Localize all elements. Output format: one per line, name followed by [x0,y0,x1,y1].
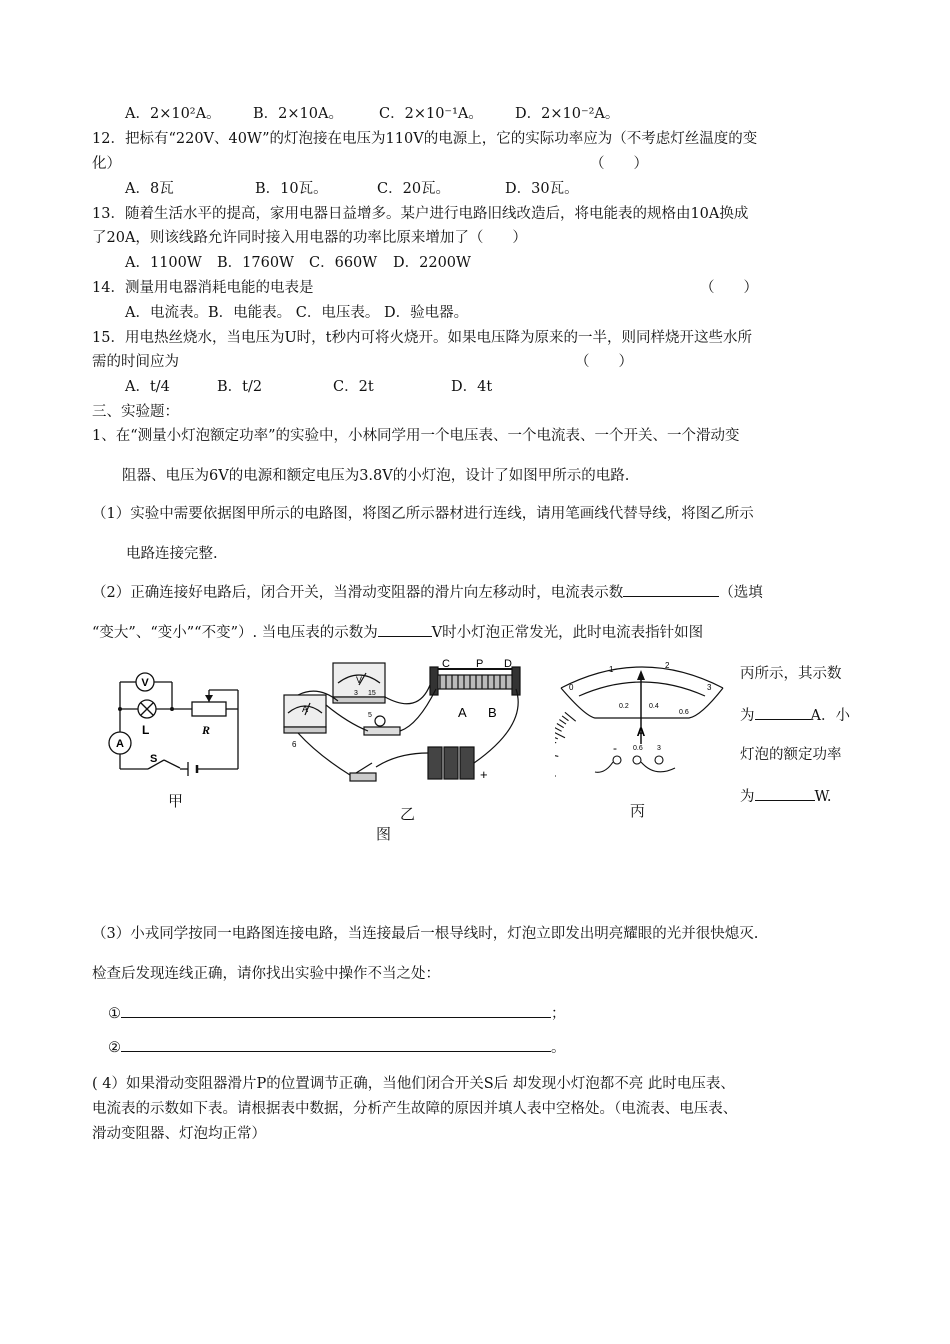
yi-label-5: 5 [368,712,372,719]
dial-tick [555,753,558,756]
figure-jia-caption: 甲 [168,792,184,810]
side-line2a: 为 [740,708,755,724]
side-line4a: 为 [740,789,755,805]
yi-label-plus: + [480,767,488,782]
q13-option-b: B．1760W [217,255,294,271]
q12-option-c: C．20瓦。 [377,181,451,197]
q13-option-d: D．2200W [393,255,471,271]
answer-1-suffix: ； [551,1006,566,1022]
answer-2-suffix: 。 [551,1040,566,1056]
side-line1: 丙所示，其示数 [740,666,842,682]
dial-tick [562,716,568,721]
q11-option-c: C．2×10⁻¹A。 [379,106,483,122]
q14-paren: （ ） [700,280,758,296]
yi-label-c: C [442,658,450,670]
yi-label-15: 15 [368,690,376,697]
dial-tick [559,720,566,725]
yi-label-ammeter: A [302,704,309,714]
exp1-p2-line2b: V时小灯泡正常发光，此时电流表指针如图 [431,625,704,641]
dial-label-2: 2 [665,661,670,670]
answer-1-prefix: ① [108,1006,121,1022]
exp1-p1-line1: （1）实验中需要依据图甲所示的电路图，将图乙所示器材进行连线，请用笔画线代替导线，将图乙所示 [92,506,754,522]
answer-2-prefix: ② [108,1040,121,1056]
voltage-blank[interactable] [378,622,432,637]
q12-options [125,179,579,199]
figure-bing-caption: 丙 [630,802,646,820]
q15-option-c: C．2t [333,379,374,395]
q12-line1: 12．把标有“220V、40W”的灯泡接在电压为110V的电源上，它的实际功率应为（不考虑灯丝温度的变 [92,131,758,147]
section3-heading: 三、实验题： [92,404,179,420]
q13-option-a: A．1100W [125,255,202,271]
terminal-06: 0.6 [633,745,643,752]
yi-label-3: 3 [354,690,358,697]
q15-option-d: D．4t [451,379,493,395]
q15-line2: 需的时间应为 [92,354,179,370]
side-line2b: A．小 [810,708,850,724]
current-change-blank[interactable] [623,582,719,597]
q13-line1: 13．随着生活水平的提高，家用电器日益增多。某户进行电路旧线改造后，将电能表的规格由10A换成 [92,206,749,222]
exp1-p2-line1b: （选填 [719,585,763,601]
exp1-p4-line2: 电流表的示数如下表。请根据表中数据，分析产生故障的原因并填人表中空格处。（电流表、电压表、 [92,1101,738,1117]
dial-label-a: A [636,725,646,739]
q15-options [125,377,492,397]
q15-option-b: B．t/2 [217,379,263,395]
apparatus-drawing [278,655,543,790]
yi-label-d: D [504,658,512,670]
exp1-p2-line2a: “变大”、“变小”“不变”）. 当电压表的示数为 [92,625,378,641]
q13-option-c: C．660W [309,255,378,271]
q13-options [125,253,471,273]
current-reading-blank[interactable] [755,705,811,720]
yi-label-voltmeter: V [356,675,363,685]
exp1-p2-line2 [92,622,703,643]
exp1-p2-line1a: （2）正确连接好电路后，闭合开关，当滑动变阻器的滑片向左移动时，电流表示数 [92,585,624,601]
exp1-intro2: 阻器、电压为6V的电源和额定电压为3.8V的小灯泡，设计了如图甲所示的电路. [122,468,630,484]
q14-options: A．电流表。B．电能表。 C．电压表。 D．验电器。 [125,305,469,321]
side-line4 [740,786,831,807]
yi-label-b: B [488,705,497,720]
q15-paren: （ ） [575,354,633,370]
figure-jia-circuit [100,664,250,779]
yi-label-p: P [476,658,484,670]
q11-option-d: D．2×10⁻²A。 [515,106,620,122]
terminal-minus: - [613,741,617,755]
side-line2 [740,705,850,726]
dial-label-1: 1 [609,665,614,674]
q11-option-a: A．2×10²A。 [125,106,221,122]
dial-label-02: 0.2 [619,703,629,710]
dial-label-3: 3 [707,683,712,692]
dial-tick [555,736,558,739]
ammeter-dial [555,656,730,781]
yi-label-6: 6 [292,740,297,749]
q15-line1: 15．用电热丝烧水，当电压为U时，t秒内可将火烧开。如果电压降为原来的一半，则同样烧开这些水所 [92,330,752,346]
dial-label-0: 0 [569,683,574,692]
q12-option-b: B．10瓦。 [255,181,328,197]
figure-yi-apparatus [278,655,543,790]
label-lamp: L [142,723,150,737]
dial-label-04: 0.4 [649,703,659,710]
answer-1-blank[interactable] [121,1003,551,1018]
q11-options [125,104,619,124]
exp1-p4-line1: ( 4）如果滑动变阻器滑片P的位置调节正确，当他们闭合开关S后 却发现小灯泡都不亮 此时电压表、 [92,1076,735,1092]
circuit-diagram [100,664,250,779]
answer-2-blank[interactable] [121,1037,551,1052]
dial-tick [555,732,565,738]
dial-tick [555,740,556,743]
label-ammeter: A [116,738,124,750]
exp1-p4-line3: 滑动变阻器、灯泡均正常） [92,1126,266,1142]
label-voltmeter: V [141,677,149,689]
exp1-p3-line1: （3）小戎同学按同一电路图连接电路，当连接最后一根导线时，灯泡立即发出明亮耀眼的光并很快熄灭. [92,926,759,942]
answer-line-2 [108,1037,566,1058]
q15-option-a: A．t/4 [125,379,170,395]
q14-line1: 14．测量用电器消耗电能的电表是 [92,280,314,296]
terminal-3: 3 [657,745,661,752]
figure-yi-caption2: 图 [376,825,392,843]
dial-label-06: 0.6 [679,709,689,716]
exp1-p1-line2: 电路连接完整. [126,546,218,562]
exp1-p3-line2: 检查后发现连线正确，请你找出实验中操作不当之处： [92,966,440,982]
answer-line-1 [108,1003,566,1024]
label-rheostat: R [202,723,211,737]
dial-tick [557,724,564,728]
q12-option-d: D．30瓦。 [505,181,579,197]
q12-line2: 化） [92,156,121,172]
q11-option-b: B．2×10A。 [253,106,343,122]
q12-paren: （ ） [590,156,648,172]
label-switch: S [150,753,158,765]
figure-yi-caption: 乙 [400,805,416,823]
side-line4b: W. [814,789,832,805]
figure-bing-ammeter [555,656,730,781]
yi-label-a: A [458,705,467,720]
rated-power-blank[interactable] [755,786,815,801]
side-line3: 灯泡的额定功率 [740,747,842,763]
dial-tick [555,728,562,732]
q12-option-a: A．8瓦 [125,181,174,197]
q13-line2: 了20A，则该线路允许同时接入用电器的功率比原来增加了（ ） [92,230,527,246]
exp1-p2-line1 [92,582,763,603]
exp1-intro1: 1、在“测量小灯泡额定功率”的实验中，小林同学用一个电压表、一个电流表、一个开关、一个滑动变 [92,428,740,444]
